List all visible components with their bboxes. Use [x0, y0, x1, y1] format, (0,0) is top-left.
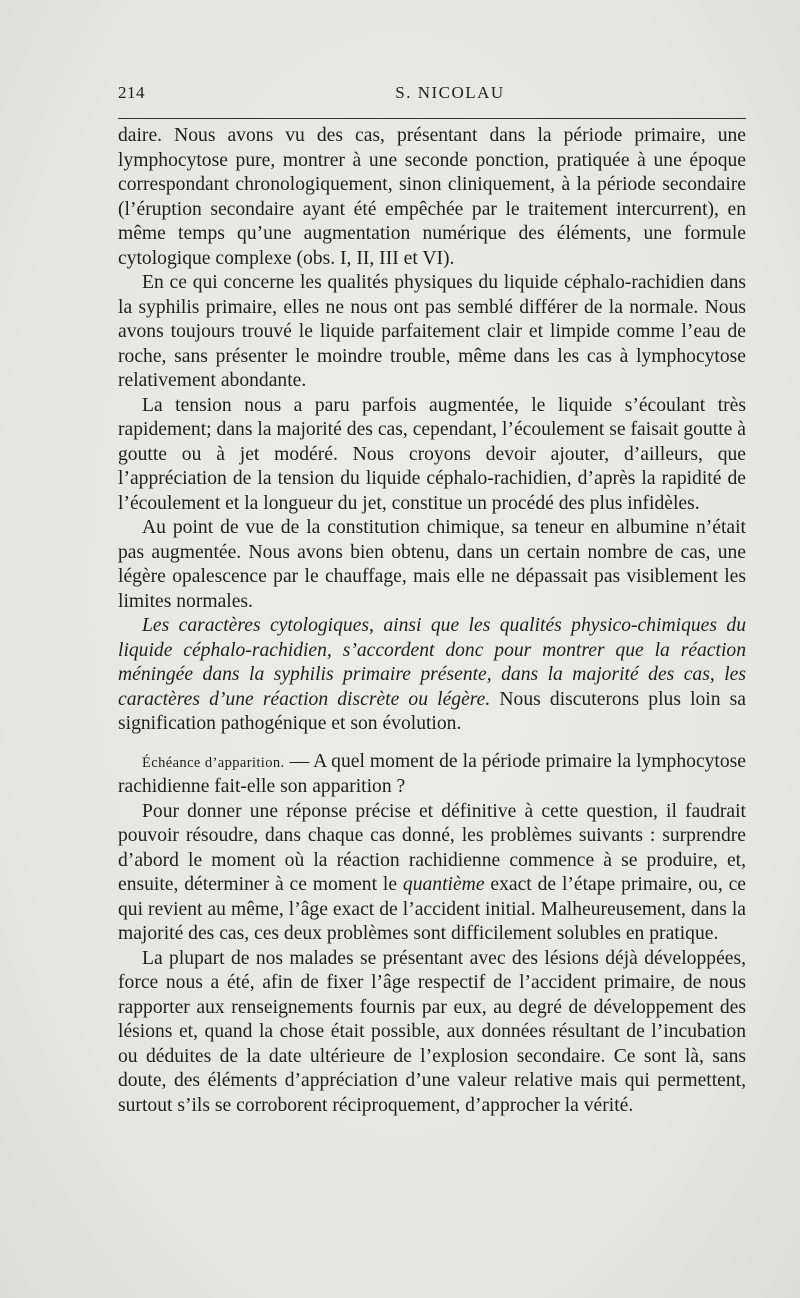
- section-question: — A quel moment de la période primaire la lymphocytose rachidienne fait-elle son apparition ?: [118, 750, 746, 797]
- paragraph-answer: [118, 800, 746, 947]
- conclusion-roman: Nous discuterons plus loin sa signification pathogénique et son évolution.: [118, 688, 746, 734]
- header-rule: [118, 118, 746, 119]
- conclusion-italic: Les caractères cytologiques, ainsi que les qualités physico-chimiques du liquide céphalo-rachidien, s’accordent donc pour montrer que la réaction méningée dans la syphilis primaire présente, dans la majorité des cas, les caractères d’une réaction discrète ou légère.: [118, 615, 746, 710]
- paragraph-chemical-constitution: Au point de vue de la constitution chimique, sa teneur en albumine n’était pas augmentée. Nous avons bien obtenu, dans un certain nombre de cas, une légère opalescence par le chauffage, mais elle ne dépassait pas visiblement les limites normales.: [118, 517, 746, 612]
- answer-text-a: Pour donner une réponse précise et définitive à cette question, il faudrait pouvoir résoudre, dans chaque cas donné, les problèmes suivants : surprendre d’abord le moment où la réaction rachidienne commence à se produire, et, ensuite, déterminer à ce moment le: [118, 800, 746, 895]
- paragraph-physical-qualities: En ce qui concerne les qualités physiques du liquide céphalo-rachidien dans la syphilis primaire, elles ne nous ont pas semblé différer de la normale. Nous avons toujours trouvé le liquide parfaitement clair et limpide comme l’eau de roche, sans présenter le moindre trouble, même dans les cas à lymphocytose relativement abondante.: [118, 272, 746, 391]
- paragraph-tension: La tension nous a paru parfois augmentée, le liquide s’écoulant très rapidement; dans la majorité des cas, cependant, l’écoulement se faisait goutte à goutte ou à jet modéré. Nous croyons devoir ajouter, d’ailleurs, que l’appréciation de la tension du liquide céphalo-rachidien, d’après la rapidité de l’écoulement et la longueur du jet, constitue un procédé des plus infidèles.: [118, 394, 746, 514]
- paragraph-continuation: daire. Nous avons vu des cas, présentant dans la période primaire, une lymphocytose pure, montrer à une seconde ponction, pratiquée à une époque correspondant chronologiquement, sinon cliniquement, à la période secondaire (l’éruption secondaire ayant été empêchée par le traitement intercurrent), en même temps qu’une augmentation numérique des éléments, une formule cytologique complexe (obs. I, II, III et VI).: [118, 125, 746, 269]
- running-head: S. NICOLAU: [395, 83, 505, 102]
- page-number: 214: [118, 83, 145, 102]
- paragraph-conclusion: [118, 614, 746, 737]
- answer-text-b: exact de l’étape primaire, ou, ce qui revient au même, l’âge exact de l’accident initial. Malheureusement, dans la majorité des cas, ces deux problèmes sont difficilement solubles en pratique.: [118, 874, 746, 944]
- answer-italic-word: quantième: [402, 874, 485, 895]
- page-header: [118, 83, 746, 109]
- section-echeance: [118, 750, 746, 800]
- section-heading: Échéance d’apparition.: [142, 754, 285, 771]
- body-text: [118, 124, 746, 1118]
- paragraph-patients: La plupart de nos malades se présentant avec des lésions déjà développées, force nous a été, afin de fixer l’âge respectif de l’accident primaire, de nous rapporter aux renseignements fournis par eux, au degré de développement des lésions et, quand la chose était possible, aux données résultant de l’incubation ou déduites de la date ultérieure de l’explosion secondaire. Ce sont là, sans doute, des éléments d’appréciation d’une valeur relative mais qui permettent, surtout s’ils se corroborent réciproquement, d’approcher la vérité.: [118, 947, 746, 1116]
